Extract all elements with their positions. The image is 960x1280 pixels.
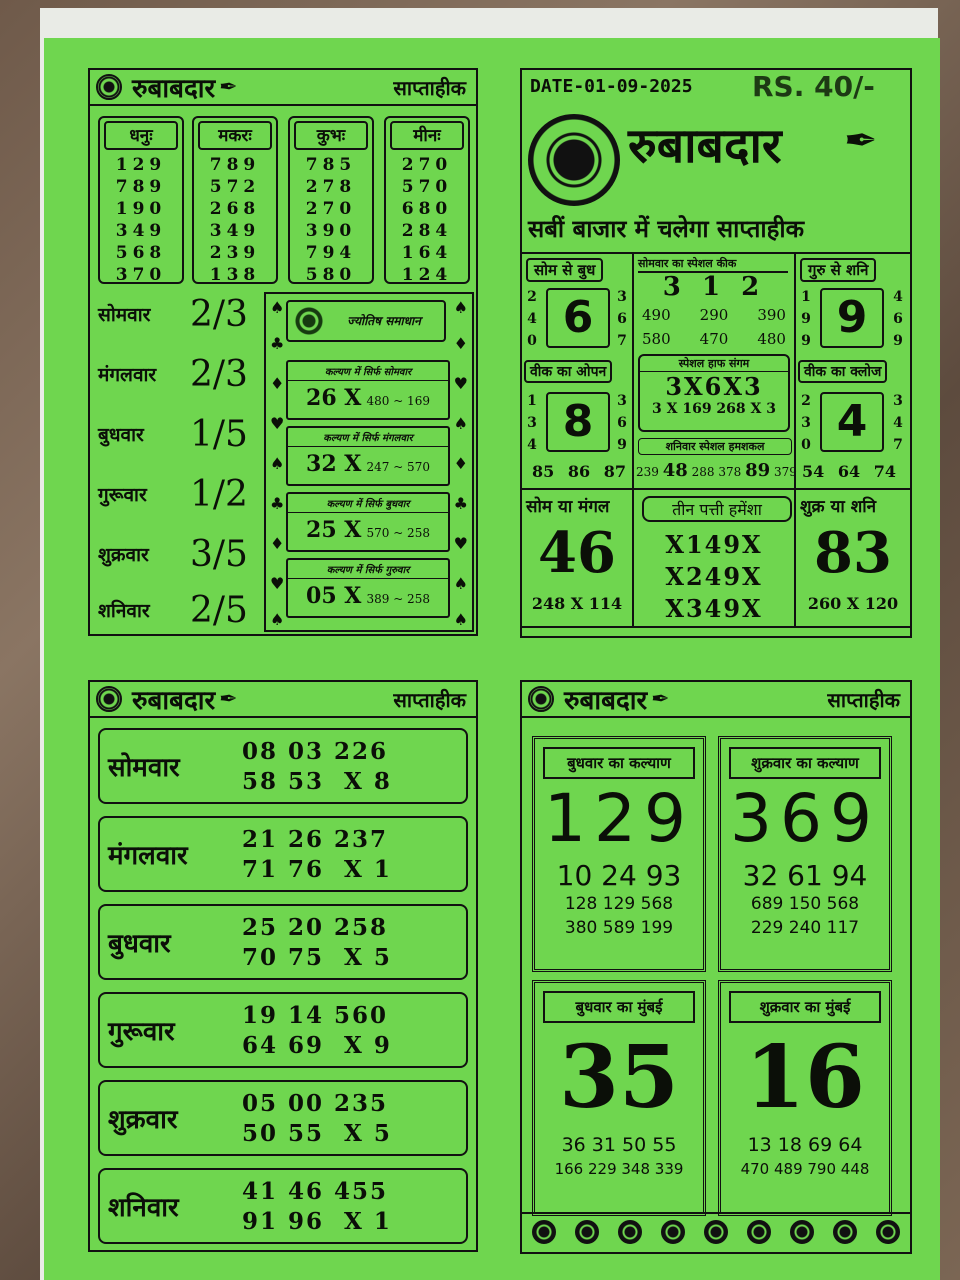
coin-icon [790,1220,814,1244]
side-column [616,286,628,352]
club-icon: ♣ [270,334,285,353]
hamshakal-num: 378 [718,465,742,479]
big-number: 83 [814,520,892,586]
special-row [642,330,786,348]
kalyan-tuesday-box [286,426,450,486]
small-numbers: 229 240 117 [750,918,860,938]
bottom-num: 54 [802,462,825,481]
spade-icon: ♠ [453,610,468,629]
result-line: 41 46 455 [242,1178,389,1205]
result-line: 70 75 X 5 [242,944,392,971]
rashi-number: 390 [305,221,357,241]
heart-icon: ♥ [270,574,285,593]
rashi-number: 572 [209,177,261,197]
jotish-badge [286,300,446,342]
small-numbers: 166 229 348 339 [554,1160,684,1178]
hamshakal-num: 288 [691,465,715,479]
rashi-box-makar [192,116,278,284]
side-column [892,286,904,352]
day-name: गुरूवार [98,484,147,506]
rashi-name: कुभः [294,121,368,150]
side-digit: 2 [801,393,811,409]
sangam-small: 3 X 169 268 X 3 [651,401,777,417]
side-digit: 0 [801,437,811,453]
weekly-label: साप्ताहीक [393,75,466,100]
small-number: 260 X 120 [807,594,899,613]
cell-title: सोम या मंगल [526,497,610,517]
half-sangam-box [638,354,790,432]
heart-icon: ♥ [453,374,468,393]
zodiac-wheel-icon [528,114,620,206]
rashi-number: 794 [305,243,357,263]
main-title: रुबाबदार [628,118,782,174]
digit-tile: 9 [820,288,884,348]
spade-icon: ♠ [270,298,285,317]
kalyan-small: 389 ~ 258 [366,592,430,606]
bottom-row [802,462,896,481]
kalyan-title: कल्यण में सिर्फ सोमवार [288,362,448,381]
big-digits: 129 [544,780,694,857]
rashi-number: 284 [401,221,453,241]
main-grid [522,252,912,672]
kalyan-big: 25 X [306,517,362,543]
side-digit: 6 [893,311,903,327]
rashi-number: 278 [305,177,357,197]
rashi-number: 129 [115,155,167,175]
bottom-num: 74 [873,462,896,481]
club-icon: ♣ [453,494,468,513]
rashi-number: 268 [209,199,261,219]
kalyan-title: कल्यण में सिर्फ मंगलवार [288,428,448,447]
result-line: 05 00 235 [242,1090,389,1117]
small-number: 248 X 114 [531,594,623,613]
result-line: 71 76 X 1 [242,856,392,883]
day-value: 2/3 [190,353,248,395]
kalyan-big: 05 X [306,583,362,609]
kalyan-big: 32 X [306,451,362,477]
cell-title: वीक का क्लोज [798,360,887,383]
rashi-number: 164 [401,243,453,263]
feather-icon: ✒ [219,74,238,100]
diamond-icon: ♦ [453,334,468,353]
side-digit: 7 [893,437,903,453]
side-digit: 3 [617,289,627,305]
mid-numbers: 10 24 93 [556,859,682,892]
huge-digits: 35 [559,1027,679,1128]
kalyan-small: 480 ~ 169 [366,394,430,408]
small-numbers: 380 589 199 [564,918,674,938]
spade-icon: ♠ [453,574,468,593]
day-result-row [98,1168,468,1244]
panel-weekly-days [88,680,478,1252]
issue-date: DATE-01-09-2025 [530,76,693,97]
coin-icon [747,1220,771,1244]
rashi-number: 789 [209,155,261,175]
guru-shani-cell [794,254,910,490]
som-budh-cell [522,254,634,490]
brand-name: रुबाबदार [564,686,648,716]
shukravar-mumbai-box [718,980,892,1216]
rashi-number: 190 [115,199,167,219]
small-numbers: 13 18 69 64 [747,1134,863,1156]
side-column [800,286,812,352]
day-row-thursday [98,464,263,524]
sangam-big: 3X6X3 [665,372,763,401]
teen-patti-row: X149X [665,530,763,559]
heart-icon: ♥ [453,534,468,553]
rashi-number: 270 [401,155,453,175]
digit-tile: 6 [546,288,610,348]
brand-name: रुबाबदार [132,686,216,716]
day-value: 2/5 [190,589,248,631]
weekly-label: साप्ताहीक [393,687,466,712]
feather-icon: ✒ [844,118,878,164]
rashi-number: 568 [115,243,167,263]
day-name: सोमवार [98,304,151,326]
special-num: 480 [757,330,786,348]
rashi-name: मकरः [198,121,272,150]
rashi-number: 789 [115,177,167,197]
day-name: शुक्रवार [98,544,149,566]
green-sheet [44,38,940,1280]
spade-icon: ♠ [453,414,468,433]
rashi-box-kumbh [288,116,374,284]
rashi-name: धनुः [104,121,178,150]
small-numbers: 128 129 568 [564,894,674,914]
special-num: 390 [757,306,786,324]
panel-main [520,68,912,638]
day-name: शुक्रवार [108,1105,178,1135]
side-digit: 0 [527,333,537,349]
special-num: 290 [699,306,729,324]
day-row-friday [98,524,263,584]
digit-tile: 8 [546,392,610,452]
side-digit: 4 [527,311,537,327]
shukra-shani-cell [794,488,910,628]
bottom-num: 64 [837,462,861,481]
diamond-icon: ♦ [453,454,468,473]
side-digit: 9 [617,437,627,453]
cell-title: वीक का ओपन [524,360,612,383]
kalyan-wednesday-box [286,492,450,552]
special-digits: 3 1 2 [662,272,766,302]
brand-name: रुबाबदार [132,74,216,104]
kalyan-thursday-box [286,558,450,618]
center-cell [632,254,796,490]
kalyan-big: 26 X [306,385,362,411]
weekly-label: साप्ताहीक [827,687,900,712]
day-name: मंगलवार [98,364,157,386]
side-digit: 3 [801,415,811,431]
day-row-saturday [98,580,263,640]
day-name: बुधवार [98,424,144,446]
side-digit: 4 [893,289,903,305]
hamshakal-num: 239 [636,465,659,479]
club-icon: ♣ [270,494,285,513]
panel-kalyan-mumbai [520,680,912,1254]
small-numbers: 470 489 790 448 [740,1160,870,1178]
hamshakal-row [636,460,797,481]
day-result-row [98,728,468,804]
tagline: सबीं बाजार में चलेगा साप्ताहीक [528,215,805,243]
rashi-number: 785 [305,155,357,175]
feather-icon: ✒ [219,686,238,712]
result-line: 50 55 X 5 [242,1120,392,1147]
panel-header [90,70,476,106]
cell-title: स्पेशल हाफ संगम [640,356,788,372]
box-title: शुक्रवार का मुंबई [729,991,881,1023]
zodiac-wheel-icon [528,686,554,712]
budhvar-mumbai-box [532,980,706,1216]
day-value: 3/5 [190,533,248,575]
result-line: 08 03 226 [242,738,389,765]
box-title: बुधवार का मुंबई [543,991,695,1023]
rashi-number: 570 [401,177,453,197]
bottom-num: 85 [532,462,555,481]
side-column [526,286,538,352]
coin-icon [532,1220,556,1244]
cell-title: सोम से बुध [526,258,603,282]
spade-icon: ♠ [270,454,285,473]
side-column [892,390,904,456]
small-numbers: 689 150 568 [750,894,860,914]
panel-header [522,682,910,718]
result-line: 25 20 258 [242,914,389,941]
day-result-row [98,1080,468,1156]
hamshakal-num: 48 [662,460,688,481]
coin-icon [833,1220,857,1244]
day-value: 1/5 [190,413,248,455]
spade-icon: ♠ [453,298,468,317]
side-digit: 3 [527,415,537,431]
rashi-name: मीनः [390,121,464,150]
cell-title: तीन पत्ती हमेंशा [642,496,792,522]
rashi-number: 270 [305,199,357,219]
deity-image [294,306,324,336]
big-number: 46 [538,520,616,586]
coin-icon [876,1220,900,1244]
huge-digits: 16 [745,1027,865,1128]
day-result-row [98,904,468,980]
rashi-number: 349 [115,221,167,241]
bottom-num: 86 [567,462,591,481]
rashi-number: 680 [401,199,453,219]
box-title: शुक्रवार का कल्याण [729,747,881,779]
day-result-row [98,816,468,892]
day-result-row [98,992,468,1068]
side-digit: 1 [801,289,811,305]
rashi-number: 138 [209,265,261,285]
result-line: 19 14 560 [242,1002,389,1029]
panel-header [90,682,476,718]
shukravar-kalyan-box [718,736,892,972]
coin-icon [661,1220,685,1244]
side-digit: 4 [893,415,903,431]
panel-rashi [88,68,478,636]
rashi-number: 349 [209,221,261,241]
day-name: गुरूवार [108,1017,175,1047]
side-digit: 3 [617,393,627,409]
day-name: मंगलवार [108,841,188,871]
kalyan-monday-box [286,360,450,420]
coin-border [522,1212,910,1250]
hamshakal-num: 379 [773,465,797,479]
rashi-number: 124 [401,265,453,285]
day-name: शनिवार [108,1193,179,1223]
side-digit: 9 [801,311,811,327]
jotish-label: ज्योतिष समाधान [347,314,421,328]
day-value: 2/3 [190,293,248,335]
diamond-icon: ♦ [270,534,285,553]
small-numbers: 36 31 50 55 [561,1134,677,1156]
cell-title: सोमवार का स्पेशल कीक [638,256,788,273]
result-line: 58 53 X 8 [242,768,392,795]
side-digit: 2 [527,289,537,305]
special-num: 490 [642,306,671,324]
heart-icon: ♥ [270,414,285,433]
zodiac-wheel-icon [96,74,122,100]
som-mangal-cell [522,488,634,628]
rashi-box-meen [384,116,470,284]
digit-tile: 4 [820,392,884,452]
diamond-icon: ♦ [270,374,285,393]
side-digit: 9 [893,333,903,349]
cell-title: गुरु से शनि [800,258,876,282]
side-column [800,390,812,456]
rashi-number: 370 [115,265,167,285]
bottom-row [532,462,626,481]
side-digit: 3 [893,393,903,409]
rashi-number: 239 [209,243,261,263]
result-line: 91 96 X 1 [242,1208,392,1235]
day-value: 1/2 [190,473,248,515]
side-digit: 6 [617,415,627,431]
bottom-num: 87 [603,462,626,481]
day-row-wednesday [98,404,263,464]
side-digit: 9 [801,333,811,349]
day-name: सोमवार [108,753,180,783]
teen-patti-row: X249X [665,562,763,591]
box-title: बुधवार का कल्याण [543,747,695,779]
result-line: 21 26 237 [242,826,389,853]
spade-icon: ♠ [270,610,285,629]
rashi-box-dhanu [98,116,184,284]
special-row [642,306,786,324]
teen-patti-cell [632,488,796,628]
kalyan-title: कल्यण में सिर्फ गुरुवार [288,560,448,579]
coin-icon [618,1220,642,1244]
kalyan-small: 570 ~ 258 [366,526,430,540]
mid-numbers: 32 61 94 [742,859,868,892]
side-digit: 6 [617,311,627,327]
teen-patti-row: X349X [665,594,763,623]
hamshakal-num: 89 [745,460,771,481]
side-column [526,390,538,456]
coin-icon [575,1220,599,1244]
cell-title: शुक्र या शनि [800,497,877,517]
kalyan-title: कल्यण में सिर्फ बुधवार [288,494,448,513]
day-name: बुधवार [108,929,171,959]
zodiac-wheel-icon [96,686,122,712]
side-digit: 1 [527,393,537,409]
day-row-tuesday [98,344,263,404]
day-name: शनिवार [98,600,150,622]
result-line: 64 69 X 9 [242,1032,392,1059]
big-digits: 369 [730,780,880,857]
side-digit: 4 [527,437,537,453]
special-num: 470 [699,330,729,348]
side-column [616,390,628,456]
feather-icon: ✒ [651,686,670,712]
side-digit: 7 [617,333,627,349]
jotish-samadhan-panel [264,292,474,632]
price: RS. 40/- [752,70,875,103]
budhvar-kalyan-box [532,736,706,972]
rashi-number: 580 [305,265,357,285]
cell-title: शनिवार स्पेशल हमशकल [638,438,792,455]
day-row-monday [98,284,263,344]
kalyan-small: 247 ~ 570 [366,460,430,474]
special-num: 580 [642,330,671,348]
coin-icon [704,1220,728,1244]
